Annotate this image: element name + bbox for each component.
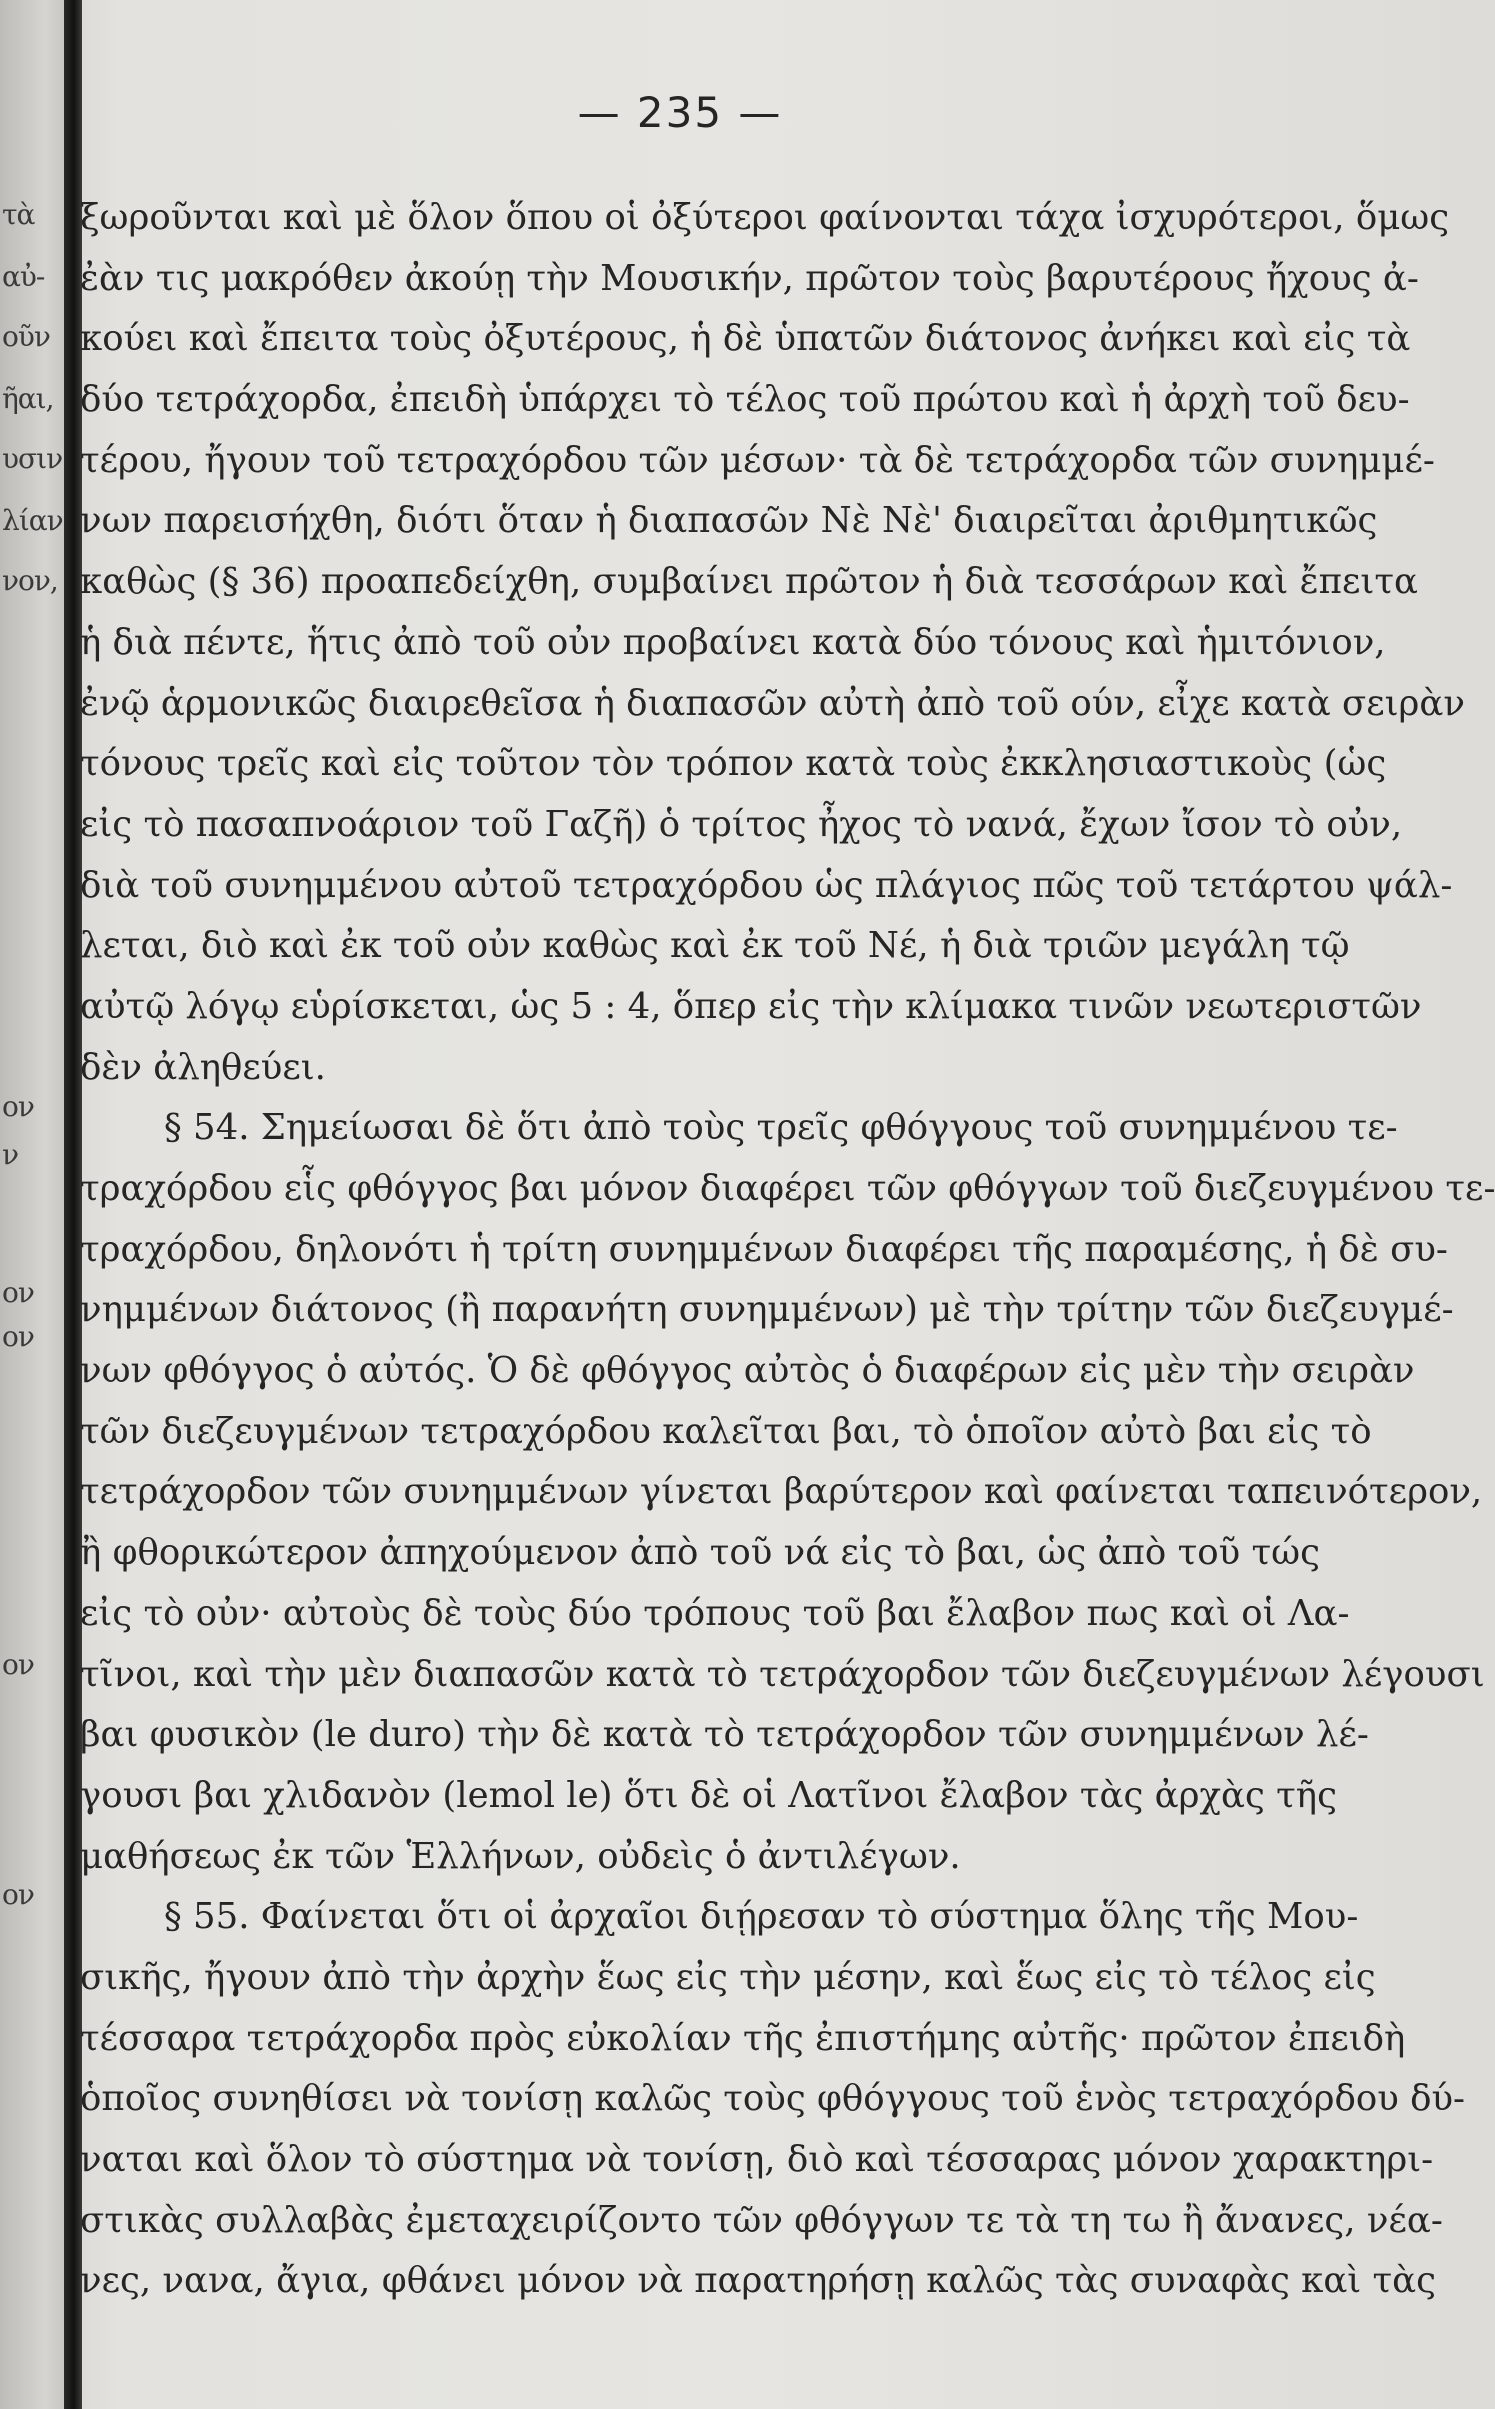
text-line: σικῆς, ἤγουν ἀπὸ τὴν ἀρχὴν ἕως εἰς τὴν μέσην, καὶ ἕως εἰς τὸ τέλος εἰς <box>80 1956 1376 1998</box>
text-line: τῶν διεζευγμένων τετραχόρδου καλεῖται βαι, τὸ ὁποῖον αὐτὸ βαι εἰς τὸ <box>80 1410 1372 1452</box>
text-line: δὲν ἀληθεύει. <box>80 1046 326 1088</box>
paragraph-3 <box>80 1887 1466 2312</box>
text-line: τραχόρδου εἷς φθόγγος βαι μόνον διαφέρει τῶν φθόγγων τοῦ διεζευγμένου τε- <box>80 1168 1495 1209</box>
margin-fragment: ον <box>2 1320 34 1353</box>
text-line: ναται καὶ ὅλον τὸ σύστημα νὰ τονίσῃ, διὸ καὶ τέσσαρας μόνον χαρακτηρι- <box>80 2139 1434 2180</box>
paragraph-1 <box>80 188 1465 1098</box>
section-55-line: § 55. Φαίνεται ὅτι οἱ ἀρχαῖοι διῄρεσαν τὸ σύστημα ὅλης τῆς Μου- <box>164 1896 1359 1938</box>
text-line: τόνους τρεῖς καὶ εἰς τοῦτον τὸν τρόπον κατὰ τοὺς ἐκκλησιαστικοὺς (ὡς <box>80 743 1387 785</box>
text-line: ἢ φθορικώτερον ἀπηχούμενον ἀπὸ τοῦ νά εἰς τὸ βαι, ὡς ἀπὸ τοῦ τώς <box>80 1532 1320 1574</box>
text-line: στικὰς συλλαβὰς ἐμεταχειρίζοντο τῶν φθόγγων τε τὰ τη τω ἢ ἄνανες, νέα- <box>80 2199 1443 2241</box>
margin-fragment: λίαν <box>2 504 63 537</box>
text-line: ἐὰν τις μακρόθεν ἀκούῃ τὴν Μουσικήν, πρῶτον τοὺς βαρυτέρους ἤχους ἀ- <box>80 257 1419 299</box>
margin-fragment: τὰ <box>2 198 35 231</box>
margin-fragment: ν <box>2 1138 19 1171</box>
text-line: τῖνοι, καὶ τὴν μὲν διαπασῶν κατὰ τὸ τετράχορδον τῶν διεζευγμένων λέγουσι <box>80 1653 1485 1695</box>
section-54-line: § 54. Σημείωσαι δὲ ὅτι ἀπὸ τοὺς τρεῖς φθόγγους τοῦ συνημμένου τε- <box>164 1107 1398 1149</box>
text-line: τραχόρδου, δηλονότι ἡ τρίτη συνημμένων διαφέρει τῆς παραμέσης, ἡ δὲ συ- <box>80 1228 1448 1270</box>
text-line: νες, νανα, ἄγια, φθάνει μόνον νὰ παρατηρήσῃ καλῶς τὰς συναφὰς καὶ τὰς <box>80 2260 1436 2302</box>
adjacent-page-edge <box>0 0 64 2409</box>
margin-fragment: αὐ- <box>2 260 45 293</box>
text-line: δύο τετράχορδα, ἐπειδὴ ὑπάρχει τὸ τέλος τοῦ πρώτου καὶ ἡ ἀρχὴ τοῦ δευ- <box>80 379 1410 421</box>
text-line: νων παρεισήχθη, διότι ὅταν ἡ διαπασῶν Νὲ Νὲ' διαιρεῖται ἀριθμητικῶς <box>80 500 1378 542</box>
page-number-header: — 235 — <box>577 88 783 137</box>
paragraph-2 <box>80 1098 1495 1887</box>
text-line: βαι φυσικὸν (le duro) τὴν δὲ κατὰ τὸ τετράχορδον τῶν συνημμένων λέ- <box>80 1714 1369 1756</box>
text-line: γουσι βαι χλιδανὸν (lemol le) ὅτι δὲ οἱ Λατῖνοι ἔλαβον τὰς ἀρχὰς τῆς <box>80 1774 1337 1816</box>
text-line: ξωροῦνται καὶ μὲ ὅλον ὅπου οἱ ὀξύτεροι φαίνονται τάχα ἰσχυρότεροι, ὅμως <box>80 197 1450 238</box>
text-line: εἰς τὸ πασαπνοάριον τοῦ Γαζῆ) ὁ τρίτος ἦχος τὸ νανά, ἔχων ἴσον τὸ οὐν, <box>80 803 1403 845</box>
text-line: ὁποῖος συνηθίσει νὰ τονίσῃ καλῶς τοὺς φθόγγους τοῦ ἑνὸς τετραχόρδου δύ- <box>80 2078 1466 2120</box>
text-line: ἡ διὰ πέντε, ἥτις ἀπὸ τοῦ οὐν προβαίνει κατὰ δύο τόνους καὶ ἡμιτόνιον, <box>80 621 1386 663</box>
margin-fragment: νον, <box>2 564 58 597</box>
text-line: νων φθόγγος ὁ αὐτός. Ὁ δὲ φθόγγος αὐτὸς ὁ διαφέρων εἰς μὲν τὴν σειρὰν <box>80 1350 1415 1392</box>
margin-fragment: υσιν <box>2 442 63 475</box>
margin-fragment: ον <box>2 1276 34 1309</box>
text-line: λεται, διὸ καὶ ἐκ τοῦ οὐν καθὼς καὶ ἐκ τοῦ Νέ, ἡ διὰ τριῶν μεγάλη τῷ <box>80 925 1350 967</box>
text-line: τετράχορδον τῶν συνημμένων γίνεται βαρύτερον καὶ φαίνεται ταπεινότερον, <box>80 1471 1483 1513</box>
margin-fragment: ον <box>2 1090 34 1123</box>
margin-fragment: ον <box>2 1648 34 1681</box>
margin-fragment: οῦν <box>2 320 50 353</box>
text-line: κούει καὶ ἔπειτα τοὺς ὀξυτέρους, ἡ δὲ ὑπατῶν διάτονος ἀνήκει καὶ εἰς τὰ <box>80 318 1411 360</box>
text-line: νημμένων διάτονος (ἢ παρανήτη συνημμένων) μὲ τὴν τρίτην τῶν διεζευγμέ- <box>80 1289 1454 1331</box>
text-line: διὰ τοῦ συνημμένου αὐτοῦ τετραχόρδου ὡς πλάγιος πῶς τοῦ τετάρτου ψάλ- <box>80 864 1453 906</box>
text-line: ἐνῷ ἁρμονικῶς διαιρεθεῖσα ἡ διαπασῶν αὐτὴ ἀπὸ τοῦ ούν, εἶχε κατὰ σειρὰν <box>80 682 1465 724</box>
text-line: τέσσαρα τετράχορδα πρὸς εὐκολίαν τῆς ἐπιστήμης αὐτῆς· πρῶτον ἐπειδὴ <box>80 2017 1406 2059</box>
text-line: καθὼς (§ 36) προαπεδείχθη, συμβαίνει πρῶτον ἡ διὰ τεσσάρων καὶ ἔπειτα <box>80 561 1418 603</box>
margin-fragment: ῆαι, <box>2 382 54 415</box>
margin-fragment: ον <box>2 1878 34 1911</box>
text-line: εἰς τὸ οὐν· αὐτοὺς δὲ τοὺς δύο τρόπους τοῦ βαι ἔλαβον πως καὶ οἱ Λα- <box>80 1592 1350 1634</box>
body-text <box>80 188 1495 2312</box>
text-line: αὐτῷ λόγῳ εὑρίσκεται, ὡς 5 : 4, ὅπερ εἰς τὴν κλίμακα τινῶν νεωτεριστῶν <box>80 985 1422 1027</box>
text-line: τέρου, ἤγουν τοῦ τετραχόρδου τῶν μέσων· τὰ δὲ τετράχορδα τῶν συνημμέ- <box>80 439 1435 481</box>
text-line: μαθήσεως ἐκ τῶν Ἑλλήνων, οὐδεὶς ὁ ἀντιλέγων. <box>80 1835 961 1877</box>
